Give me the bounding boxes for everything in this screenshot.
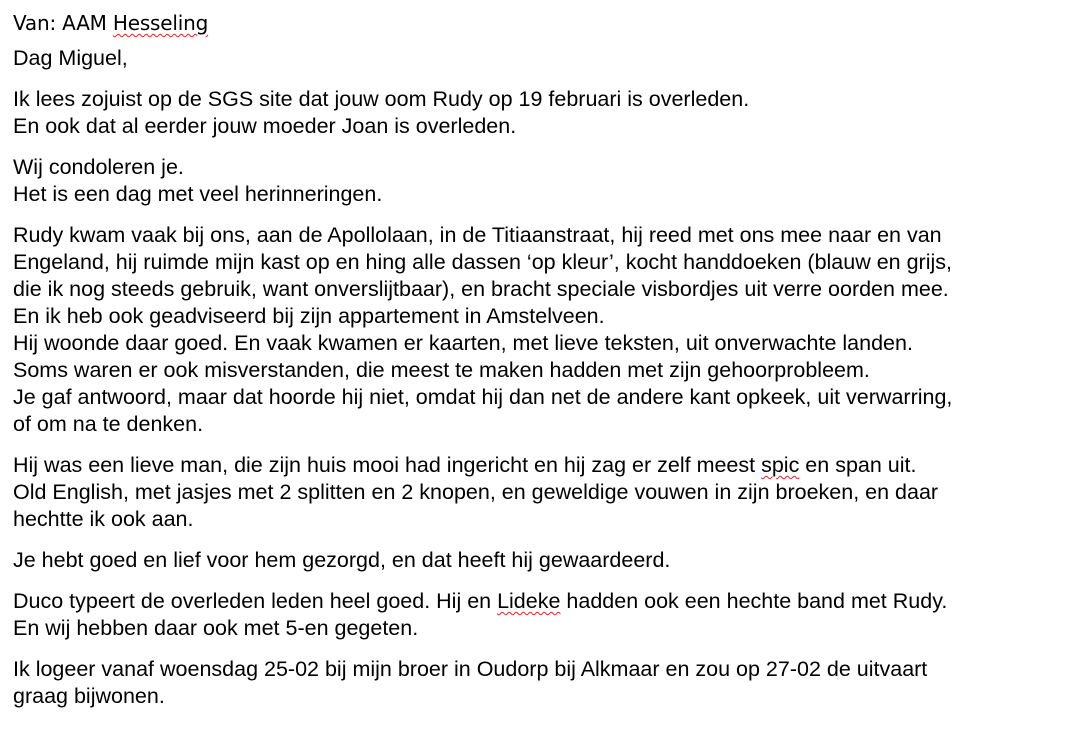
spellcheck-flagged-word: Lideke	[497, 589, 561, 613]
from-prefix: Van: AAM	[13, 11, 113, 35]
paragraph-3	[13, 222, 1059, 438]
from-line	[13, 10, 1059, 37]
paragraph-2-line: Het is een dag met veel herinneringen.	[13, 182, 383, 206]
paragraph-2-line: Wij condoleren je.	[13, 155, 184, 179]
paragraph-4-line	[13, 452, 1059, 479]
paragraph-3-line: En ik heb ook geadviseerd bij zijn appartement in Amstelveen.	[13, 304, 605, 328]
paragraph-2	[13, 154, 1059, 208]
paragraph-3-line: Je gaf antwoord, maar dat hoorde hij niet, omdat hij dan net de andere kant opkeek, uit verwarring,	[13, 385, 953, 409]
paragraph-7-line: graag bijwonen.	[13, 684, 165, 708]
paragraph-7-line: Ik logeer vanaf woensdag 25-02 bij mijn broer in Oudorp bij Alkmaar en zou op 27-02 de uitvaart	[13, 657, 928, 681]
paragraph-6-line: En wij hebben daar ook met 5-en gegeten.	[13, 616, 419, 640]
letter-document	[13, 10, 1059, 724]
paragraph-7	[13, 656, 1059, 710]
spellcheck-flagged-word: spic	[761, 453, 800, 477]
text-segment: hadden ook een hechte band met Rudy.	[560, 589, 948, 613]
paragraph-4-line: hechtte ik ook aan.	[13, 507, 194, 531]
paragraph-1-line: En ook dat al eerder jouw moeder Joan is overleden.	[13, 114, 517, 138]
paragraph-3-line: Rudy kwam vaak bij ons, aan de Apollolaan, in de Titiaanstraat, hij reed met ons mee naar en van	[13, 223, 942, 247]
text-segment: Hij was een lieve man, die zijn huis mooi had ingericht en hij zag er zelf meest	[13, 453, 762, 477]
text-segment: en span uit.	[799, 453, 917, 477]
paragraph-3-line: Soms waren er ook misverstanden, die meest te maken hadden met zijn gehoorprobleem.	[13, 358, 870, 382]
paragraph-4	[13, 452, 1059, 533]
paragraph-3-line: of om na te denken.	[13, 412, 204, 436]
from-name: Hesseling	[112, 11, 209, 35]
paragraph-3-line: Engeland, hij ruimde mijn kast op en hing alle dassen ‘op kleur’, kocht handdoeken (blauw en grijs,	[13, 250, 952, 274]
paragraph-1	[13, 86, 1059, 140]
paragraph-3-line: die ik nog steeds gebruik, want onverslijtbaar), en bracht speciale visbordjes uit verre oorden mee.	[13, 277, 949, 301]
paragraph-4-line: Old English, met jasjes met 2 splitten en 2 knopen, en geweldige vouwen in zijn broeken, en daar	[13, 480, 939, 504]
paragraph-3-line: Hij woonde daar goed. En vaak kwamen er kaarten, met lieve teksten, uit onverwachte landen.	[13, 331, 913, 355]
text-segment: Duco typeert de overleden leden heel goed. Hij en	[13, 589, 498, 613]
greeting: Dag Miguel,	[13, 46, 128, 70]
paragraph-5: Je hebt goed en lief voor hem gezorgd, en dat heeft hij gewaardeerd.	[13, 548, 671, 572]
paragraph-6-line	[13, 588, 1059, 615]
paragraph-1-line: Ik lees zojuist op de SGS site dat jouw oom Rudy op 19 februari is overleden.	[13, 87, 750, 111]
paragraph-6	[13, 588, 1059, 642]
